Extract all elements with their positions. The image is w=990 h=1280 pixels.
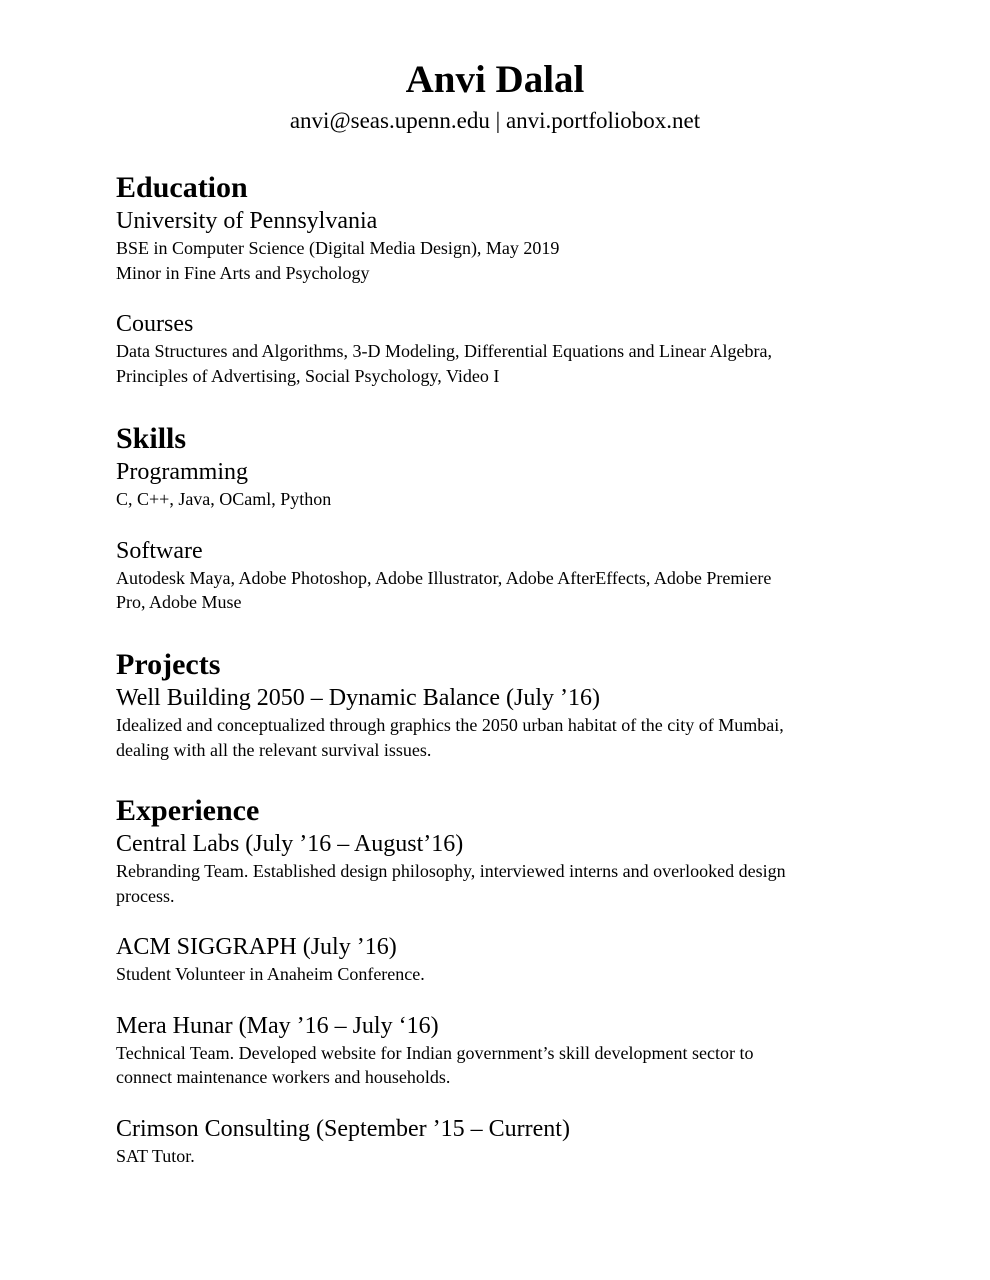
section-title-experience: Experience (116, 794, 260, 827)
entry-line: Idealized and conceptualized through graphics the 2050 urban habitat of the city of Mumbai, (116, 715, 784, 735)
entry-line: connect maintenance workers and households. (116, 1067, 451, 1087)
section-title-education: Education (116, 171, 248, 204)
skills-entry-programming (116, 457, 876, 512)
entry-line: Autodesk Maya, Adobe Photoshop, Adobe Illustrator, Adobe AfterEffects, Adobe Premiere (116, 567, 772, 588)
entry-line: SAT Tutor. (116, 1145, 195, 1166)
entry-title: Well Building 2050 – Dynamic Balance (July ’16) (116, 685, 600, 711)
entry-line: Student Volunteer in Anaheim Conference. (116, 964, 425, 984)
section-title-projects: Projects (116, 648, 221, 681)
entry-title: Programming (116, 459, 248, 485)
entry-line: Rebranding Team. Established design philosophy, interviewed interns and overlooked design (116, 861, 786, 881)
entry-title: Central Labs (July ’16 – August’16) (116, 831, 464, 857)
resume-name: Anvi Dalal (405, 58, 585, 101)
entry-line: Pro, Adobe Muse (116, 592, 242, 612)
education-entry-university (116, 206, 876, 285)
entry-title: Crimson Consulting (September ’15 – Current) (116, 1115, 570, 1142)
entry-line: BSE in Computer Science (Digital Media Design), May 2019 (116, 238, 560, 258)
projects-section (116, 647, 876, 762)
contact-info: anvi@seas.upenn.edu | anvi.portfoliobox.net (289, 108, 701, 133)
skills-section (116, 421, 876, 615)
section-title-skills: Skills (116, 422, 187, 455)
experience-section (116, 793, 876, 1168)
experience-entry-acm-siggraph (116, 932, 876, 987)
entry-line: C, C++, Java, OCaml, Python (116, 489, 332, 509)
entry-line: process. (116, 885, 175, 906)
experience-entry-central-labs (116, 829, 876, 908)
entry-title: University of Pennsylvania (116, 208, 378, 234)
entry-line: Principles of Advertising, Social Psychology, Video I (116, 365, 500, 386)
entry-line: dealing with all the relevant survival issues. (116, 739, 432, 760)
projects-entry-well-building (116, 683, 876, 762)
education-entry-courses (116, 309, 876, 388)
entry-title: Courses (116, 311, 194, 337)
experience-entry-mera-hunar (116, 1011, 876, 1090)
experience-entry-crimson-consulting (116, 1114, 876, 1169)
entry-line: Technical Team. Developed website for Indian government’s skill development sector to (116, 1042, 754, 1063)
entry-title: ACM SIGGRAPH (July ’16) (116, 934, 397, 960)
entry-line: Data Structures and Algorithms, 3-D Modeling, Differential Equations and Linear Algebra, (116, 341, 773, 361)
education-section (116, 170, 876, 388)
entry-title: Mera Hunar (May ’16 – July ‘16) (116, 1012, 439, 1039)
entry-title: Software (116, 537, 203, 564)
entry-line: Minor in Fine Arts and Psychology (116, 262, 370, 283)
resume-header (116, 0, 874, 136)
skills-entry-software (116, 536, 876, 615)
